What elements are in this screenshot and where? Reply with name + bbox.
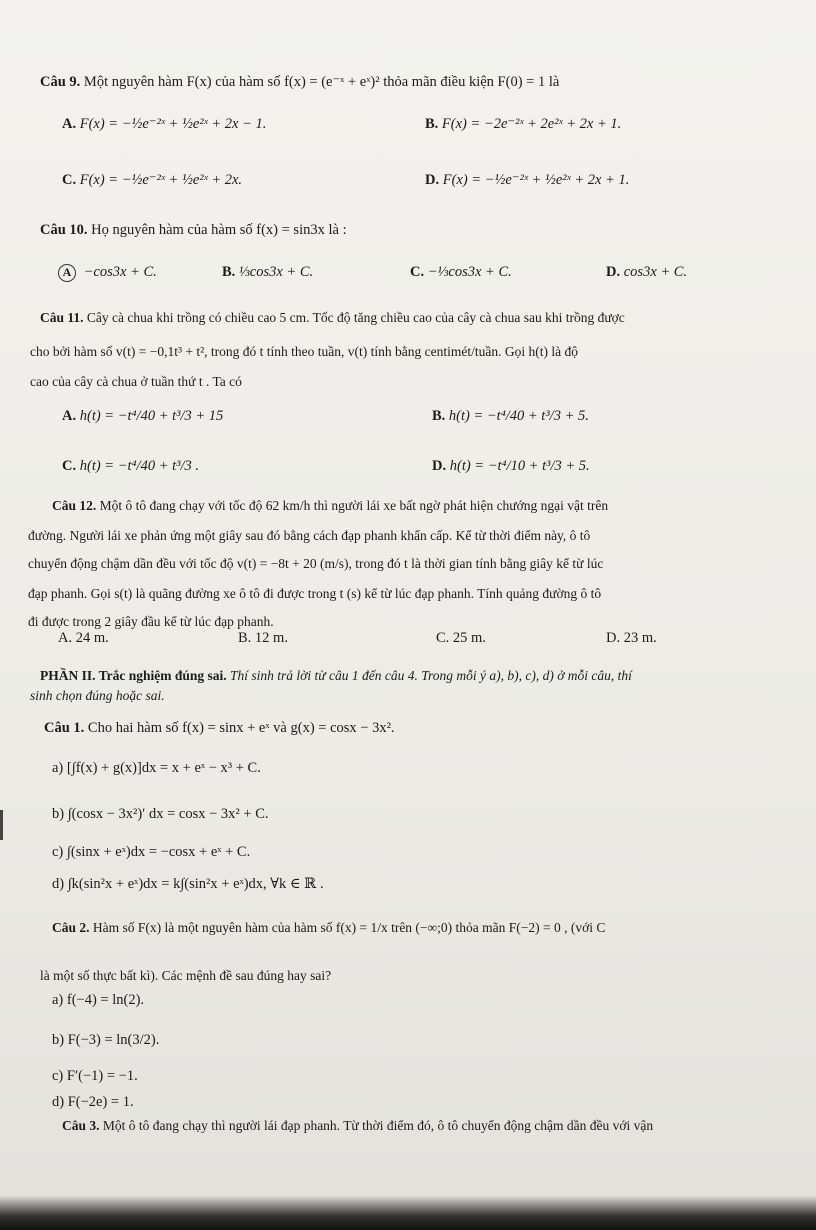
q9-c-label: C.	[62, 172, 77, 188]
q9-c-text: F(x) = −½e⁻²ˣ + ½e²ˣ + 2x.	[79, 172, 243, 188]
p2q2-line2: là một số thực bất kì). Các mệnh đề sau đúng hay sai?	[40, 968, 332, 983]
q9-text: Một nguyên hàm F(x) của hàm số f(x) = (e⁻ˣ + eˣ)² thỏa mãn điều kiện F(0) = 1 là	[83, 74, 560, 90]
q11-option-c	[62, 456, 199, 476]
p2q2-statement-a: a) f(−4) = ln(2).	[52, 992, 145, 1008]
q10-label: Câu 10.	[40, 222, 88, 238]
q12-label: Câu 12.	[52, 498, 97, 513]
q10-c-text: −⅓cos3x + C.	[427, 264, 512, 280]
q11-c-label: C.	[62, 458, 77, 474]
q9-label: Câu 9.	[40, 74, 81, 90]
p2q2-label: Câu 2.	[52, 920, 90, 935]
p2q3-label: Câu 3.	[62, 1118, 100, 1133]
part2-header	[40, 666, 632, 686]
q10-option-b	[222, 262, 313, 282]
q12-option-c: C. 25 m.	[436, 630, 486, 646]
q12-option-a: A. 24 m.	[58, 630, 109, 646]
q12-line5: đi được trong 2 giây đầu kể từ lúc đạp phanh.	[28, 614, 274, 629]
p2q2-statement-b: b) F(−3) = ln(3/2).	[52, 1032, 160, 1048]
p2q1-statement-a: a) [∫f(x) + g(x)]dx = x + eˣ − x³ + C.	[52, 760, 261, 776]
p2q3-stem	[62, 1116, 653, 1136]
left-margin-mark	[0, 810, 3, 840]
q10-option-d	[606, 262, 687, 282]
p2q1-statement-d: d) ∫k(sin²x + eˣ)dx = k∫(sin²x + eˣ)dx, ∀k ∈ ℝ .	[52, 876, 324, 892]
p2q3-text: Một ô tô đang chạy thì người lái đạp phanh. Từ thời điểm đó, ô tô chuyển động chậm dần đều với vận	[102, 1118, 654, 1133]
p2q2-statement-d: d) F(−2e) = 1.	[52, 1094, 134, 1110]
q10-text: Họ nguyên hàm của hàm số f(x) = sin3x là :	[91, 222, 347, 238]
q10-a-circled-label: A	[58, 264, 76, 282]
p2q1-statement-c: c) ∫(sinx + eˣ)dx = −cosx + eˣ + C.	[52, 844, 251, 860]
part2-title: PHẦN II. Trắc nghiệm đúng sai.	[40, 668, 227, 683]
q11-label: Câu 11.	[40, 310, 84, 325]
p2q1-statement-b: b) ∫(cosx − 3x²)′ dx = cosx − 3x² + C.	[52, 806, 269, 822]
q12-line2: đường. Người lái xe phản ứng một giây sau đó bằng cách đạp phanh khẩn cấp. Kể từ thời điểm này, ô tô	[28, 528, 591, 543]
q11-option-d	[432, 456, 590, 476]
q10-stem	[40, 220, 347, 240]
p2q2-line1	[52, 918, 605, 938]
q9-a-text: F(x) = −½e⁻²ˣ + ½e²ˣ + 2x − 1.	[79, 116, 267, 132]
q11-b-text: h(t) = −t⁴/40 + t³/3 + 5.	[448, 408, 589, 424]
q12-option-b: B. 12 m.	[238, 630, 288, 646]
p2q1-stem	[44, 718, 395, 738]
q9-d-text: F(x) = −½e⁻²ˣ + ½e²ˣ + 2x + 1.	[442, 172, 630, 188]
p2q1-text: Cho hai hàm số f(x) = sinx + eˣ và g(x) = cosx − 3x².	[87, 720, 395, 736]
q12-line3: chuyển động chậm dần đều với tốc độ v(t) = −8t + 20 (m/s), trong đó t là thời gian tính bằng giây kể từ lúc	[28, 556, 604, 571]
q11-b-label: B.	[432, 408, 446, 424]
q12-line1-text: Một ô tô đang chạy với tốc độ 62 km/h thì người lái xe bất ngờ phát hiện chướng ngại vật trên	[99, 498, 609, 513]
q9-d-label: D.	[425, 172, 440, 188]
q11-line1	[40, 308, 625, 328]
q9-option-c	[62, 170, 242, 190]
part2-instructions-1: Thí sinh trả lời từ câu 1 đến câu 4. Trong mỗi ý a), b), c), d) ở mỗi câu, thí	[230, 668, 632, 683]
p2q2-line1-text: Hàm số F(x) là một nguyên hàm của hàm số f(x) = 1/x trên (−∞;0) thỏa mãn F(−2) = 0 , (với C	[92, 920, 606, 935]
q11-line3: cao của cây cà chua ở tuần thứ t . Ta có	[30, 374, 242, 389]
p2q2-statement-c: c) F′(−1) = −1.	[52, 1068, 138, 1084]
q12-line1	[52, 496, 608, 516]
q10-d-text: cos3x + C.	[623, 264, 688, 280]
p2q1-label: Câu 1.	[44, 720, 85, 736]
q11-a-text: h(t) = −t⁴/40 + t³/3 + 15	[79, 408, 224, 424]
q10-a-text: −cos3x + C.	[83, 264, 157, 280]
q11-d-text: h(t) = −t⁴/10 + t³/3 + 5.	[449, 458, 590, 474]
q12-line4: đạp phanh. Gọi s(t) là quãng đường xe ô tô đi được trong t (s) kể từ lúc đạp phanh. Tính quảng đường ô tô	[28, 586, 602, 601]
q11-c-text: h(t) = −t⁴/40 + t³/3 .	[79, 458, 200, 474]
q11-line2: cho bởi hàm số v(t) = −0,1t³ + t², trong đó t tính theo tuần, v(t) tính bằng centimét/tuần. Gọi h(t) là độ	[30, 344, 578, 359]
part2-instructions-2	[30, 686, 165, 706]
q11-option-a	[62, 406, 223, 426]
q9-b-label: B.	[425, 116, 439, 132]
q11-option-b	[432, 406, 589, 426]
q10-d-label: D.	[606, 264, 621, 280]
q9-a-label: A.	[62, 116, 77, 132]
q12-option-d: D. 23 m.	[606, 630, 657, 646]
q10-option-a	[58, 262, 157, 282]
q10-b-text: ⅓cos3x + C.	[238, 264, 314, 280]
q10-b-label: B.	[222, 264, 236, 280]
q11-line1-text: Cây cà chua khi trồng có chiều cao 5 cm. Tốc độ tăng chiều cao của cây cà chua sau khi trồng được	[86, 310, 625, 325]
q10-option-c	[410, 262, 512, 282]
q9-b-text: F(x) = −2e⁻²ˣ + 2e²ˣ + 2x + 1.	[441, 116, 622, 132]
part2-instructions-2-text: sinh chọn đúng hoặc sai.	[30, 688, 165, 703]
q9-stem	[40, 72, 559, 92]
q9-option-a	[62, 114, 266, 134]
q10-c-label: C.	[410, 264, 425, 280]
q11-a-label: A.	[62, 408, 77, 424]
q9-option-b	[425, 114, 621, 134]
bottom-shadow	[0, 1195, 816, 1230]
q9-option-d	[425, 170, 629, 190]
q11-d-label: D.	[432, 458, 447, 474]
